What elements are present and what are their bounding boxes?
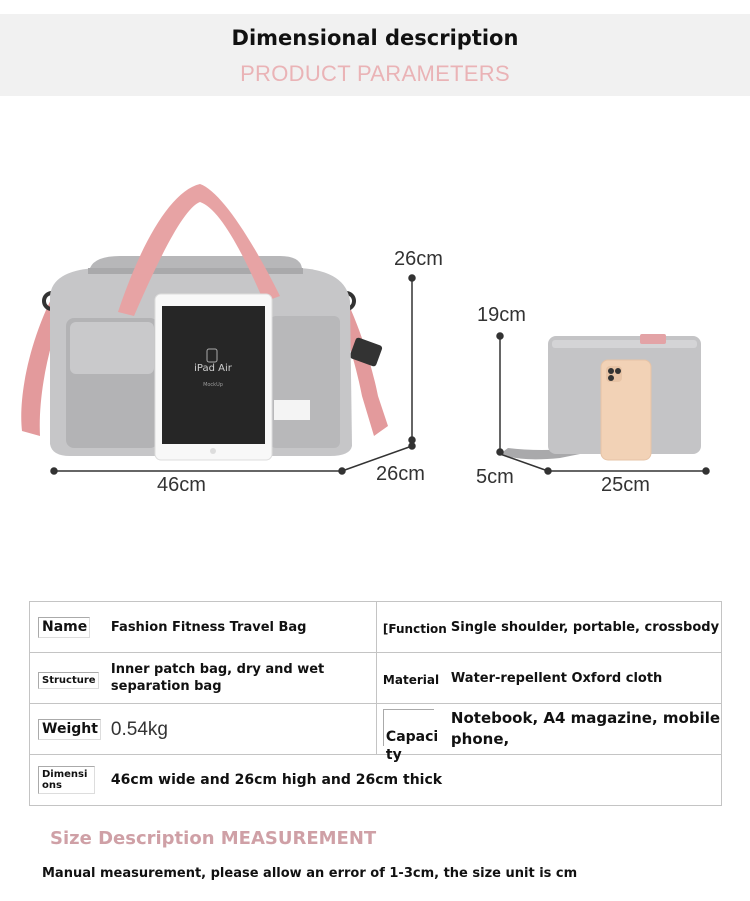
dimensions-key: Dimensions — [38, 766, 95, 794]
name-value: Fashion Fitness Travel Bag — [110, 619, 307, 635]
small-bag-height-label: 19cm — [477, 304, 526, 326]
header-banner — [0, 14, 750, 96]
material-value: Water-repellent Oxford cloth — [450, 670, 663, 686]
structure-value: Inner patch bag, dry and wet separation bag — [110, 662, 325, 694]
measurement-title: Size Description MEASUREMENT — [50, 828, 377, 849]
dimensions-value: 46cm wide and 26cm high and 26cm thick — [110, 771, 443, 788]
product-figure — [0, 96, 750, 596]
material-key: Material — [382, 672, 440, 687]
function-value: Single shoulder, portable, crossbody — [450, 619, 720, 635]
table-row — [30, 755, 722, 806]
capacity-value: Notebook, A4 magazine, mobile phone, — [450, 709, 721, 748]
large-bag-image — [21, 184, 388, 460]
page-title: Dimensional description — [231, 26, 519, 50]
weight-value: 0.54kg — [110, 718, 168, 740]
tablet-sublabel: MockUp — [203, 382, 223, 388]
parameters-table — [29, 601, 722, 806]
bags-illustration — [0, 96, 750, 596]
tablet-label: iPad Air — [194, 363, 232, 374]
measurement-note: Manual measurement, please allow an error of 1-3cm, the size unit is cm — [42, 866, 578, 881]
small-bag-depth-label: 5cm — [476, 466, 514, 488]
capacity-key: Capacity — [385, 728, 439, 763]
table-row — [30, 653, 722, 704]
table-row — [30, 704, 722, 755]
small-bag-image — [500, 334, 701, 460]
page-subtitle: PRODUCT PARAMETERS — [240, 61, 510, 86]
large-bag-depth-label: 26cm — [376, 463, 425, 485]
weight-key: Weight — [38, 719, 101, 740]
large-bag-height-label: 26cm — [394, 248, 443, 270]
name-key: Name — [38, 617, 90, 638]
function-key: [Function — [382, 621, 447, 636]
table-row — [30, 602, 722, 653]
structure-key: Structure — [38, 672, 99, 689]
small-bag-width-label: 25cm — [601, 474, 650, 496]
large-bag-width-label: 46cm — [157, 474, 206, 496]
